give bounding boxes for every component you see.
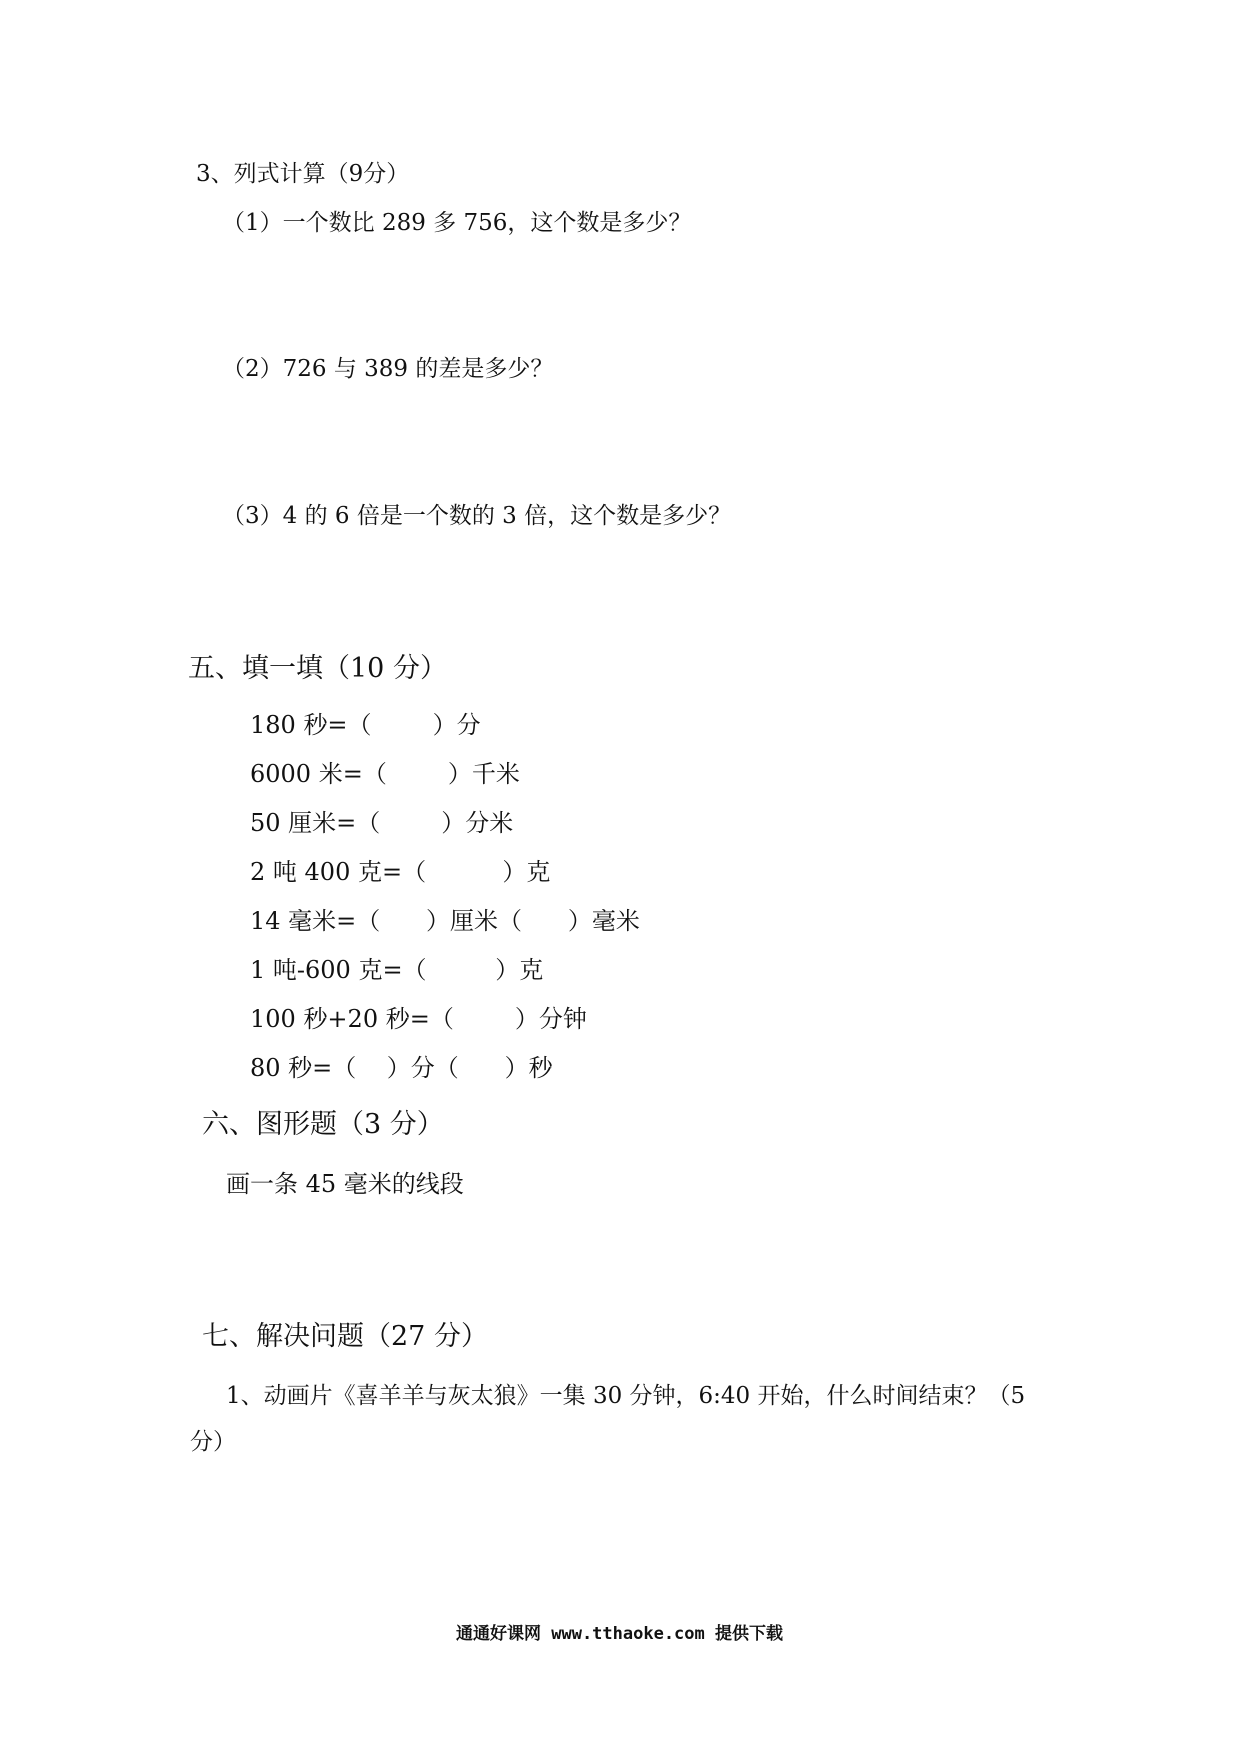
- fill-item-2: 6000 米=（ ）千米: [250, 760, 520, 788]
- part3-title: 3、列式计算（9分）: [196, 161, 410, 187]
- fill-item-7: 100 秒+20 秒=（ ）分钟: [250, 1005, 587, 1033]
- section5-title: 五、填一填（10 分）: [188, 653, 447, 684]
- section7-question-1-line-1: 1、动画片《喜羊羊与灰太狼》一集 30 分钟，6:40 开始，什么时间结束？（5: [226, 1383, 1026, 1409]
- fill-item-5: 14 毫米=（ ）厘米（ ）毫米: [250, 907, 640, 935]
- part3-question-1: （1）一个数比 289 多 756，这个数是多少？: [222, 210, 692, 236]
- fill-item-1: 180 秒=（ ）分: [250, 711, 481, 739]
- fill-item-8: 80 秒=（ ）分（ ）秒: [250, 1054, 553, 1082]
- fill-item-4: 2 吨 400 克=（ ）克: [250, 858, 551, 886]
- fill-item-3: 50 厘米=（ ）分米: [250, 809, 514, 837]
- footer-source-note: 通通好课网 www.tthaoke.com 提供下载: [456, 1624, 783, 1644]
- fill-item-6: 1 吨-600 克=（ ）克: [250, 956, 544, 984]
- section7-title: 七、解决问题（27 分）: [202, 1321, 488, 1352]
- part3-question-3: （3）4 的 6 倍是一个数的 3 倍，这个数是多少？: [222, 503, 732, 529]
- section7-question-1-line-2: 分）: [190, 1429, 236, 1455]
- section6-task: 画一条 45 毫米的线段: [226, 1170, 464, 1198]
- section6-title: 六、图形题（3 分）: [202, 1109, 444, 1140]
- part3-question-2: （2）726 与 389 的差是多少？: [222, 356, 554, 382]
